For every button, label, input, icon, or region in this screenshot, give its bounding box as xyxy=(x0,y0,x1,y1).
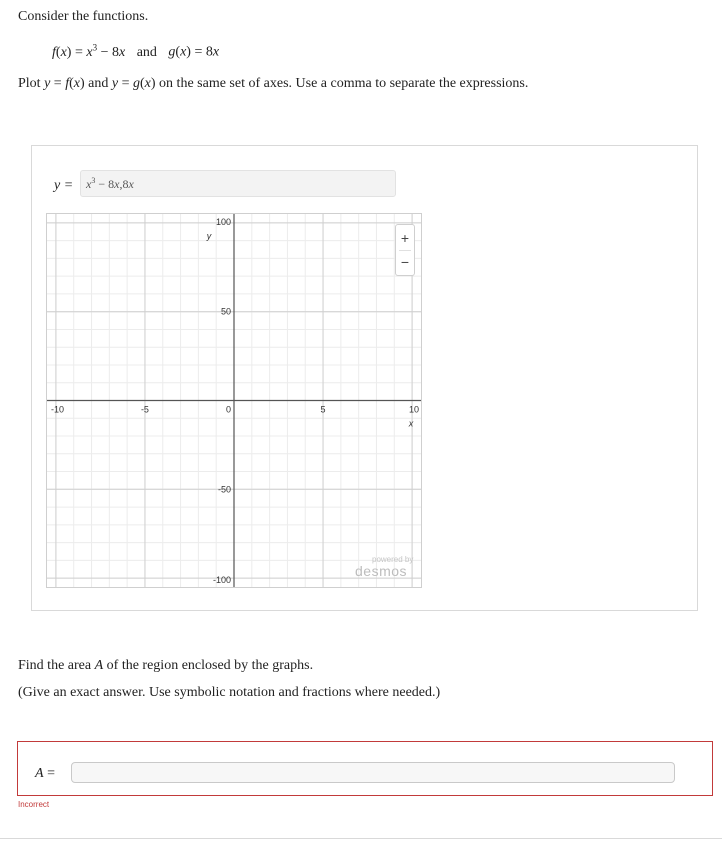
g-definition: g(x) = 8x xyxy=(168,44,220,60)
zoom-out-button[interactable]: − xyxy=(400,254,410,270)
y-tick-label: 100 xyxy=(215,217,231,227)
answer-box xyxy=(17,741,713,796)
y-tick-label: -50 xyxy=(217,484,231,495)
y-tick-label: -100 xyxy=(212,575,231,585)
f-definition: $f(x) = x^3 - 8x$ xyxy=(52,42,126,60)
y-tick-label: 50 xyxy=(220,306,231,317)
x-tick-label: -5 xyxy=(140,404,149,415)
expression-value: $x^3 - 8x,8x$ xyxy=(86,176,134,191)
powered-by-text: powered by xyxy=(372,555,414,564)
graph-grid xyxy=(47,214,421,587)
x-tick-label: 0 xyxy=(225,404,231,415)
graph-area[interactable] xyxy=(46,213,422,588)
and-word: and xyxy=(136,44,157,60)
answer-input[interactable] xyxy=(71,762,675,783)
answer-hint: (Give an exact answer. Use symbolic notation and fractions where needed.) xyxy=(18,685,441,700)
area-prompt: Find the area A of the region enclosed by the graphs. xyxy=(18,658,314,673)
y-axis-label: y xyxy=(206,231,212,241)
x-tick-label: 10 xyxy=(408,404,419,415)
x-tick-label: 5 xyxy=(320,404,326,415)
status-incorrect: Incorrect xyxy=(18,800,50,809)
zoom-controls xyxy=(395,224,415,276)
x-tick-label: -10 xyxy=(51,404,65,415)
expression-label: y = xyxy=(54,178,74,193)
graphing-calculator xyxy=(31,145,698,611)
plot-instruction: Plot y = f(x) and y = g(x) on the same set of axes. Use a comma to separate the expressions. xyxy=(18,76,529,91)
bottom-divider xyxy=(0,838,722,839)
expression-input[interactable] xyxy=(80,170,396,197)
desmos-logo: desmos xyxy=(355,563,408,579)
zoom-in-button[interactable]: + xyxy=(400,230,410,246)
x-axis-label: x xyxy=(408,418,414,429)
intro-text: Consider the functions. xyxy=(18,9,149,24)
function-definitions xyxy=(52,42,219,61)
answer-label: A = xyxy=(35,766,55,781)
